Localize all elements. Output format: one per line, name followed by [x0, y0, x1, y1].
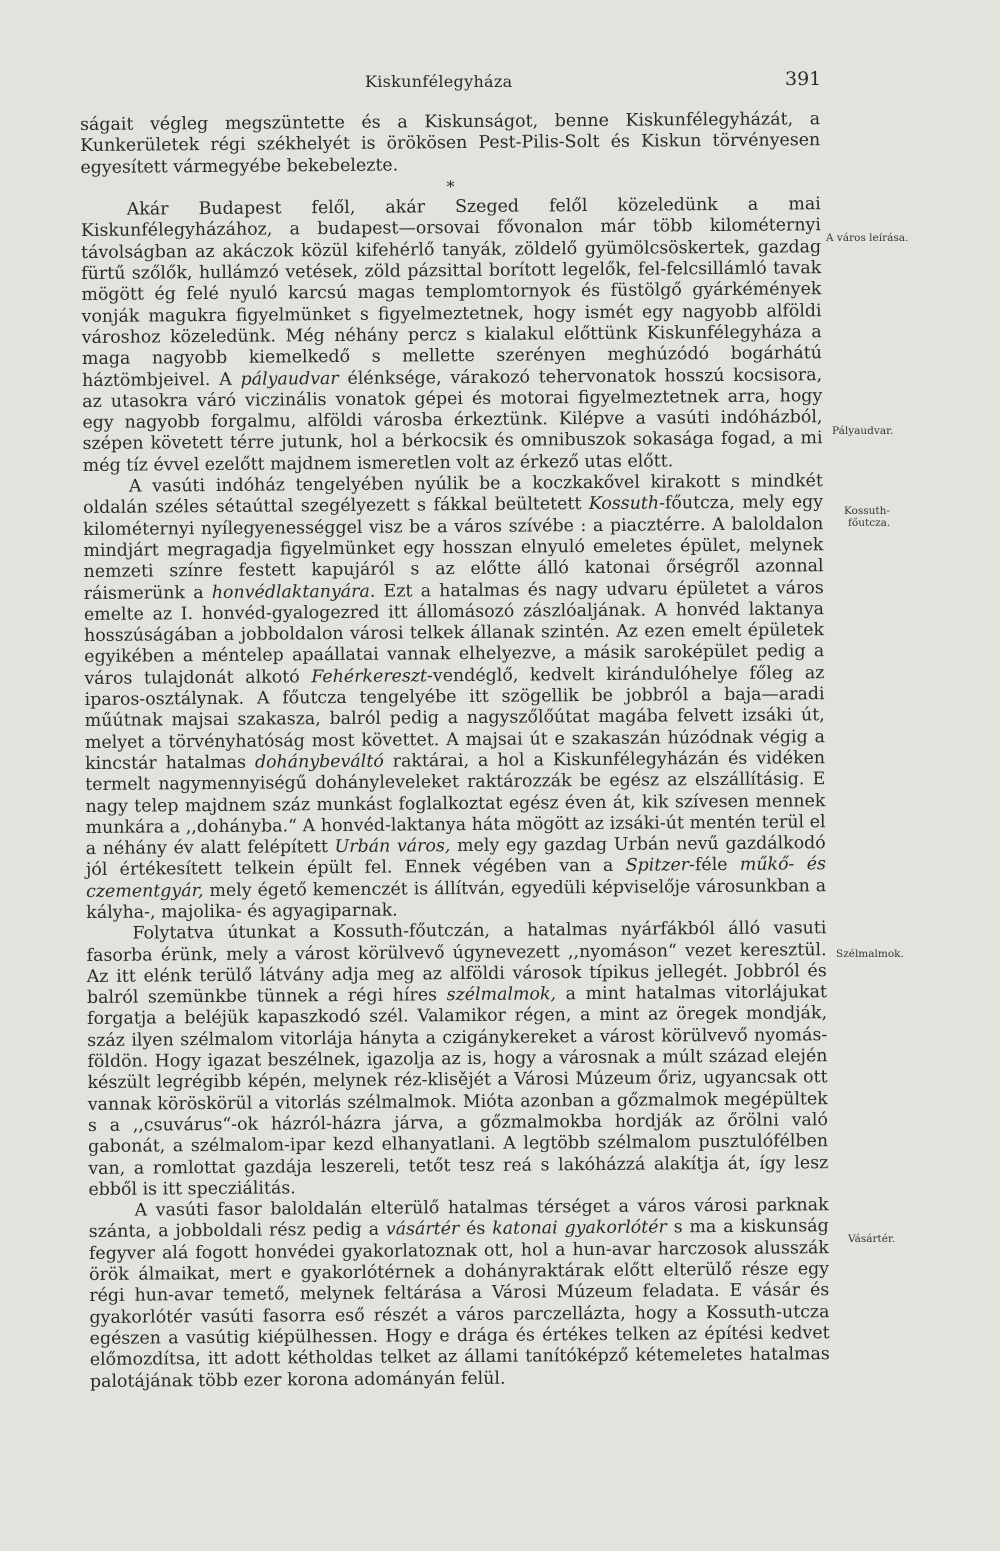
paragraph-continuation: ságait végleg megszüntette és a Kiskunságot, benne Kiskunfélegyházát, a Kunkerületek régi székhelyét is örökösen Pest-Pilis-Solt és Kiskun törvényesen egyesített vármegyébe bekebelezte. [80, 109, 821, 178]
italic-term: Urbán város, [334, 836, 451, 858]
text-run: -főutcza, mely egy kilométernyi nyílegyenességgel visz be a város szívébe : a piacztérre. A baloldalon mindjárt megragadja figyelmünket egy hosszan elnyuló emeletes épület, melynek nemzeti színre festett kapujáról s az előtte álló katonai őrségről azonnal ráismerünk a [83, 492, 824, 604]
italic-term: műkő- és czementgyár, [86, 854, 826, 902]
text-run: mely égető kemenczét is állítván, egyedüli képviselője városunkban a kályha-, majolika- és agyagiparnak. [86, 875, 827, 923]
text-run: élénksége, várakozó tehervonatok hosszú kocsisora, az utasokra váró viczinális vonatok gépei és motorai figyelmeztetnek arra, hogy egy nagyobb forgalmu, alföldi városba érkeztünk. Kilépve a vasúti indóházból, szépen követett térre jutunk, hol a bérkocsik és omnibuszok sokasága fogad, a mi még tíz évvel ezelőtt majdnem ismeretlen volt az érkező utas előtt. [82, 364, 823, 476]
text-run: és [459, 1219, 493, 1240]
italic-term: vásártér [385, 1219, 460, 1241]
margin-note-market-square: Vásártér. [848, 1233, 896, 1245]
text-run: Folytatva útunkat a Kossuth-főutczán, a hatalmas nyárfákból álló vasuti fasorba érünk, mely a várost körülvevő úgynevezett ,,nyomáson“ vezet keresztül. Az itt elénk terülő látvány adja meg az alföldi városok típikus jellegét. Jobbról és balról szemünkbe tünnek a régi híres [86, 918, 827, 1009]
running-title: Kiskunfélegyháza [365, 72, 513, 91]
page-number: 391 [785, 68, 822, 90]
italic-term: szélmalmok, [446, 984, 557, 1006]
text-run: Akár Budapest felől, akár Szeged felől közeledünk a mai Kiskunfélegyházához, a budapest—orsovai fővonalon már több kilométernyi távolságban az akáczok közül kifehérlő tanyák, zöldelő gyümölcsöskertek, gazdag fürtű szőlők, hullámzó vetések, zöld pázsittal borított legelők, fel-felcsillámló tavak mögött ég felé nyuló karcsú magas templomtornyok és füstölgő gyárkémények vonják magukra figyelmünket s figyelmeztetnek, hogy ismét egy nagyobb alföldi városhoz közeledünk. Még néhány percz s kialakul előttünk Kiskunfélegyháza a maga nagyobb kiemelkedő s mellette szerényen meghúzódó bogárhátú háztömbjeivel. [80, 194, 822, 391]
text-run: A vasúti indóház tengelyében nyúlik be a koczkakővel kirakott s mindkét oldalán széles sétaúttal szegélyezett s fákkal beültetett [83, 471, 823, 519]
margin-note-windmills: Szélmalmok. [836, 948, 904, 960]
text-run: raktárai, a hol a Kiskunfélegyházán és vidéken termelt nagymennyiségű dohányleveleket raktározzák be egész az elszállításig. E nagy telep majdnem száz munkást foglalkoztat egész éven át, kik szívesen mennek munkára a ,,dohányba.“ A honvéd-laktanya háta mögött az izsáki-út mentén terül el a néhány év alatt felépített [85, 748, 826, 860]
margin-note-kossuth-street-1: Kossuth- [844, 505, 890, 517]
text-run: a mint hatalmas vitorlájukat forgatja a beléjük kapaszkodó szél. Valamikor régen, a mint az öregek mondják, száz ilyen szélmalom vitorlája hányta a czigánykereket a várost körülvevő nyomás-földön. Hogy igazat beszélnek, igazolja az is, hogy a városnak a múlt század elején készült legrégibb képén, melynek réz-klisějét a Városi Múzeum őriz, ugyancsak ott vannak köröskörül a vitorlás szélmalmok. Mióta azonban a gőzmalmok megépültek s a ,,csuvárus“-ok házról-házra járva, a gőzmalmokba hordják az őrölni való gabonát, a szélmalom-ipar kezd elhanyatlani. A legtöbb szélmalom pusztulófélben van, a romlottat gazdája leszereli, tetőt tesz reá s lakóházzá alakítja át, így lesz ebből is itt specziálitás. [87, 982, 829, 1200]
text-run: Ezt a hatalmas és nagy udvaru épületet a város emelte az I. honvéd-gyalogezred itt állomásozó zászlóaljának. A honvéd laktanya hosszúságában a jobboldalon városi telkek állanak szintén. Az ezen emelt épületek egyikében a méntelep apaállatai vannak elhelyezve, a másik saroképület pedig a város tulajdonát alkotó [83, 577, 825, 689]
text-run: mely egy gazdag Urbán nevű gazdálkodó jól értékesített telkein épült fel. Ennek végében van a [85, 833, 826, 881]
margin-note-city-description: A város leírása. [826, 232, 909, 244]
italic-term: dohánybeváltó [254, 751, 384, 773]
italic-term: Fehérkereszt [311, 666, 428, 687]
margin-note-kossuth-street-2: főutcza. [848, 517, 891, 529]
text-run: A vasúti fasor baloldalán elterülő hatalmas térséget a város városi parknak szánta, a jobboldali rész pedig a [88, 1195, 829, 1243]
italic-term: Kossuth [588, 493, 660, 515]
italic-term: Spitzer [625, 855, 690, 877]
italic-term: katonai gyakorlótér [492, 1217, 667, 1240]
text-run: s ma a kiskunság fegyver alá fogott honvédei gyakorlatoznak ott, hol a hun-avar harczosok alusszák örök álmaikat, mert e gyakorlótérnek a dohányraktárak előtt elterülő része egy régi hun-avar temető, melynek feltárása a Városi Múzeum feladata. E vásár és gyakorlótér vasúti fasorra eső részét a város parczellázta, hogy a Kossuth-utcza egészen a vasútig kiépülhessen. Hogy e drága és értékes telken az építési kedvet előmozdítsa, itt adott kétholdas telket az állami tanítóképző kétemeletes hatalmas palotájának több ezer korona adományán felül. [88, 1216, 830, 1392]
margin-note-station: Pályaudvar. [832, 425, 894, 437]
text-run: -vendéglő, kedvelt kirándulóhelye főleg az iparos-osztálynak. A főutcza tengelyébe itt szögellik be jobbról a baja—aradi műútnak majsai szakasza, balról pedig a nagyszőlőútat magába felvett izsáki út, melyet a törvényhatóság most követtet. A majsai út e szakaszán húzódnak végig a kincstár hatalmas [84, 662, 825, 774]
text-run: A [210, 369, 241, 390]
italic-term: pályaudvar [240, 368, 339, 390]
section-separator: * [446, 176, 455, 197]
italic-term: honvédlaktanyára. [211, 581, 376, 603]
text-run: -féle [688, 855, 740, 876]
